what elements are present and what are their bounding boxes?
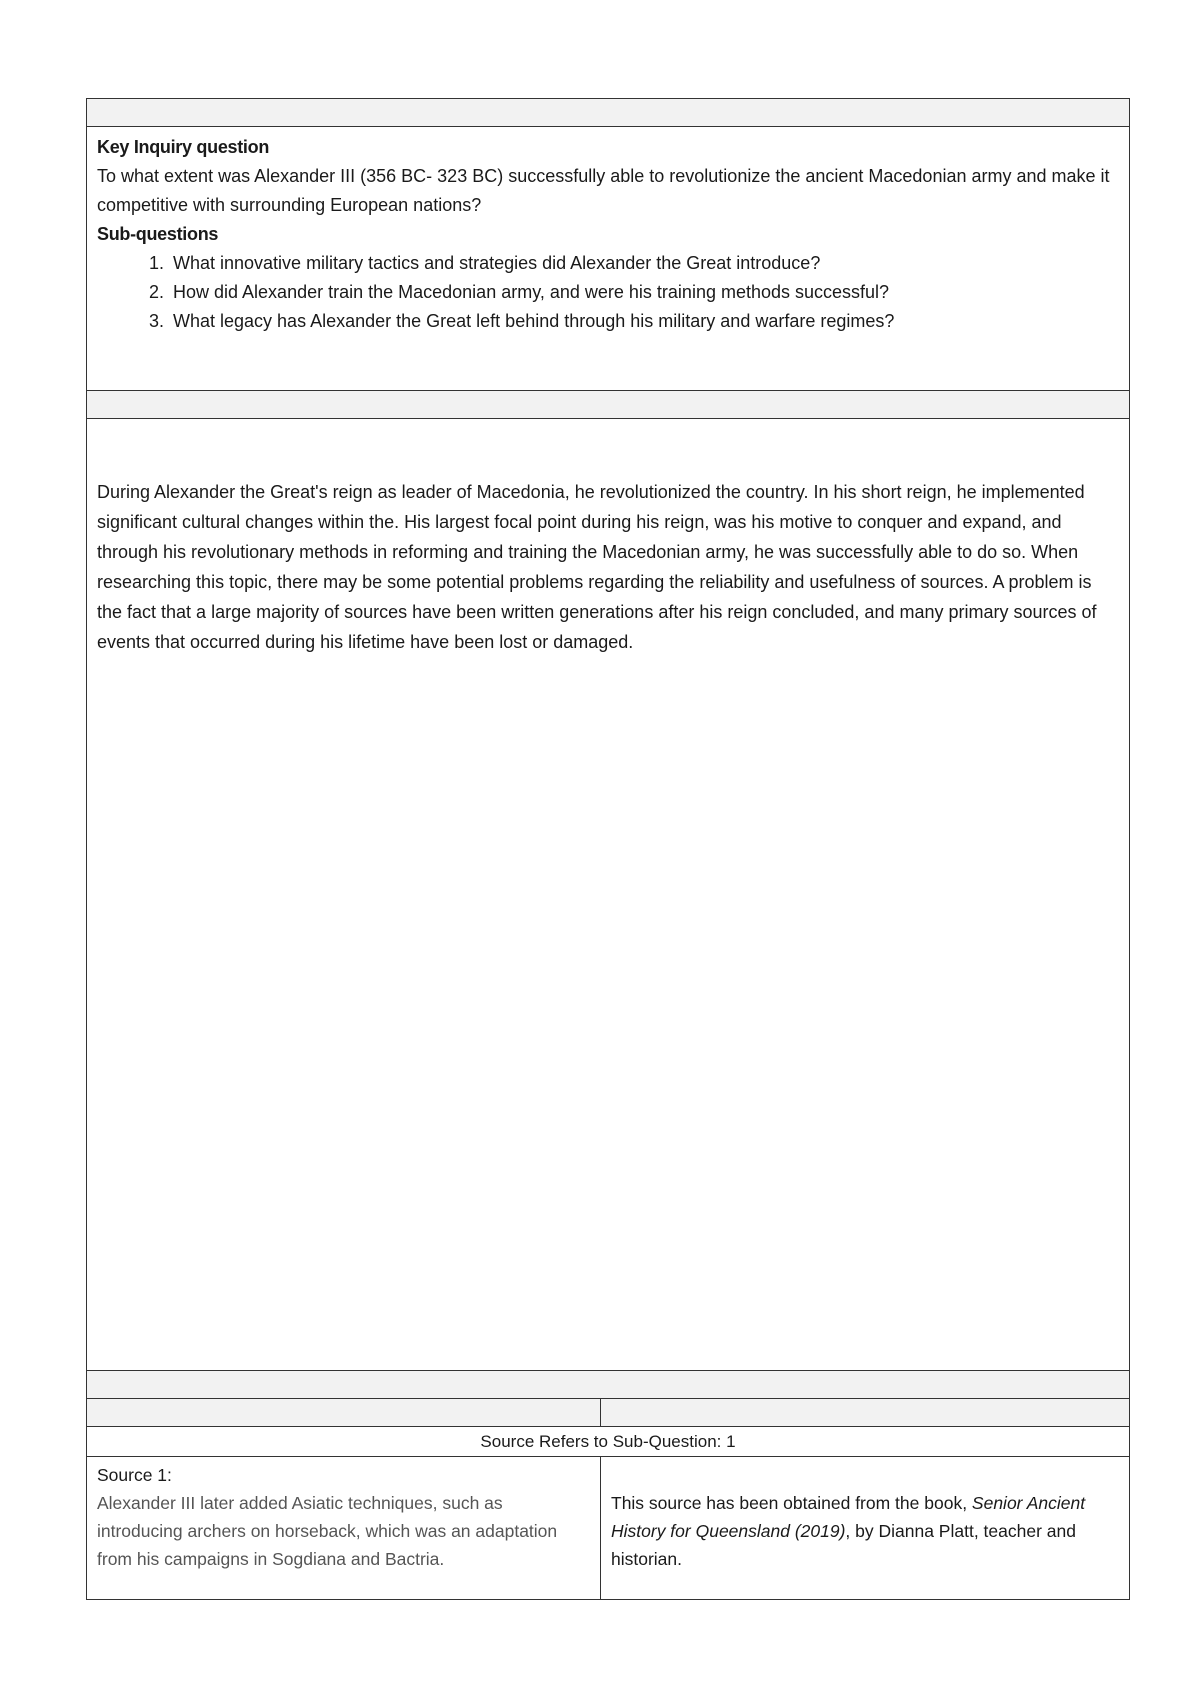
sub-questions-list [97,249,1119,336]
source-1-cell [87,1457,601,1599]
sub-question-1: 1. What innovative military tactics and strategies did Alexander the Great introduce? [169,249,1119,278]
citation-suffix: , by Dianna Platt, teacher and historian. [611,1521,1076,1569]
sub-question-2: 2. How did Alexander train the Macedonian army, and were his training methods successful? [169,278,1119,307]
key-inquiry-question: To what extent was Alexander III (356 BC- 323 BC) successfully able to revolutionize the ancient Macedonian army and make it competitive with surrounding European nations? [97,166,1110,215]
source-header-row [87,1399,1129,1427]
source-refers-label: Source Refers to Sub-Question: 1 [480,1432,736,1451]
source-header-left [87,1399,601,1426]
key-inquiry-section [87,127,1129,391]
source-1-label: Source 1: [97,1465,172,1485]
key-inquiry-heading: Key Inquiry question [97,137,270,157]
sub-question-3: 3. What legacy has Alexander the Great left behind through his military and warfare regimes? [169,307,1119,336]
introduction-paragraph: During Alexander the Great's reign as leader of Macedonia, he revolutionized the country. In his short reign, he implemented significant cultural changes within the. His largest focal point during his reign, was his motive to conquer and expand, and through his revolutionary methods in reforming and training the Macedonian army, he was successfully able to do so. When researching this topic, there may be some potential problems regarding the reliability and usefulness of sources. A problem is the fact that a large majority of sources have been written generations after his reign concluded, and many primary sources of events that occurred during his lifetime have been lost or damaged. [97,482,1097,652]
citation-prefix: This source has been obtained from the book, [611,1493,972,1513]
source-1-text: Alexander III later added Asiatic techniques, such as introducing archers on horseback, which was an adaptation from his campaigns in Sogdiana and Bactria. [97,1493,558,1569]
source-1-citation [601,1457,1129,1599]
sub-questions-heading: Sub-questions [97,224,219,244]
source-header-right [601,1399,1129,1426]
introduction-section [87,419,1129,1371]
source-refers-row [87,1427,1129,1457]
table-divider-row-2 [87,1371,1129,1399]
inquiry-table [86,98,1130,1600]
table-header-row [87,99,1129,127]
source-1-row [87,1457,1129,1599]
citation-title: Senior Ancient History for Queensland (2019) [611,1493,1086,1541]
table-divider-row [87,391,1129,419]
